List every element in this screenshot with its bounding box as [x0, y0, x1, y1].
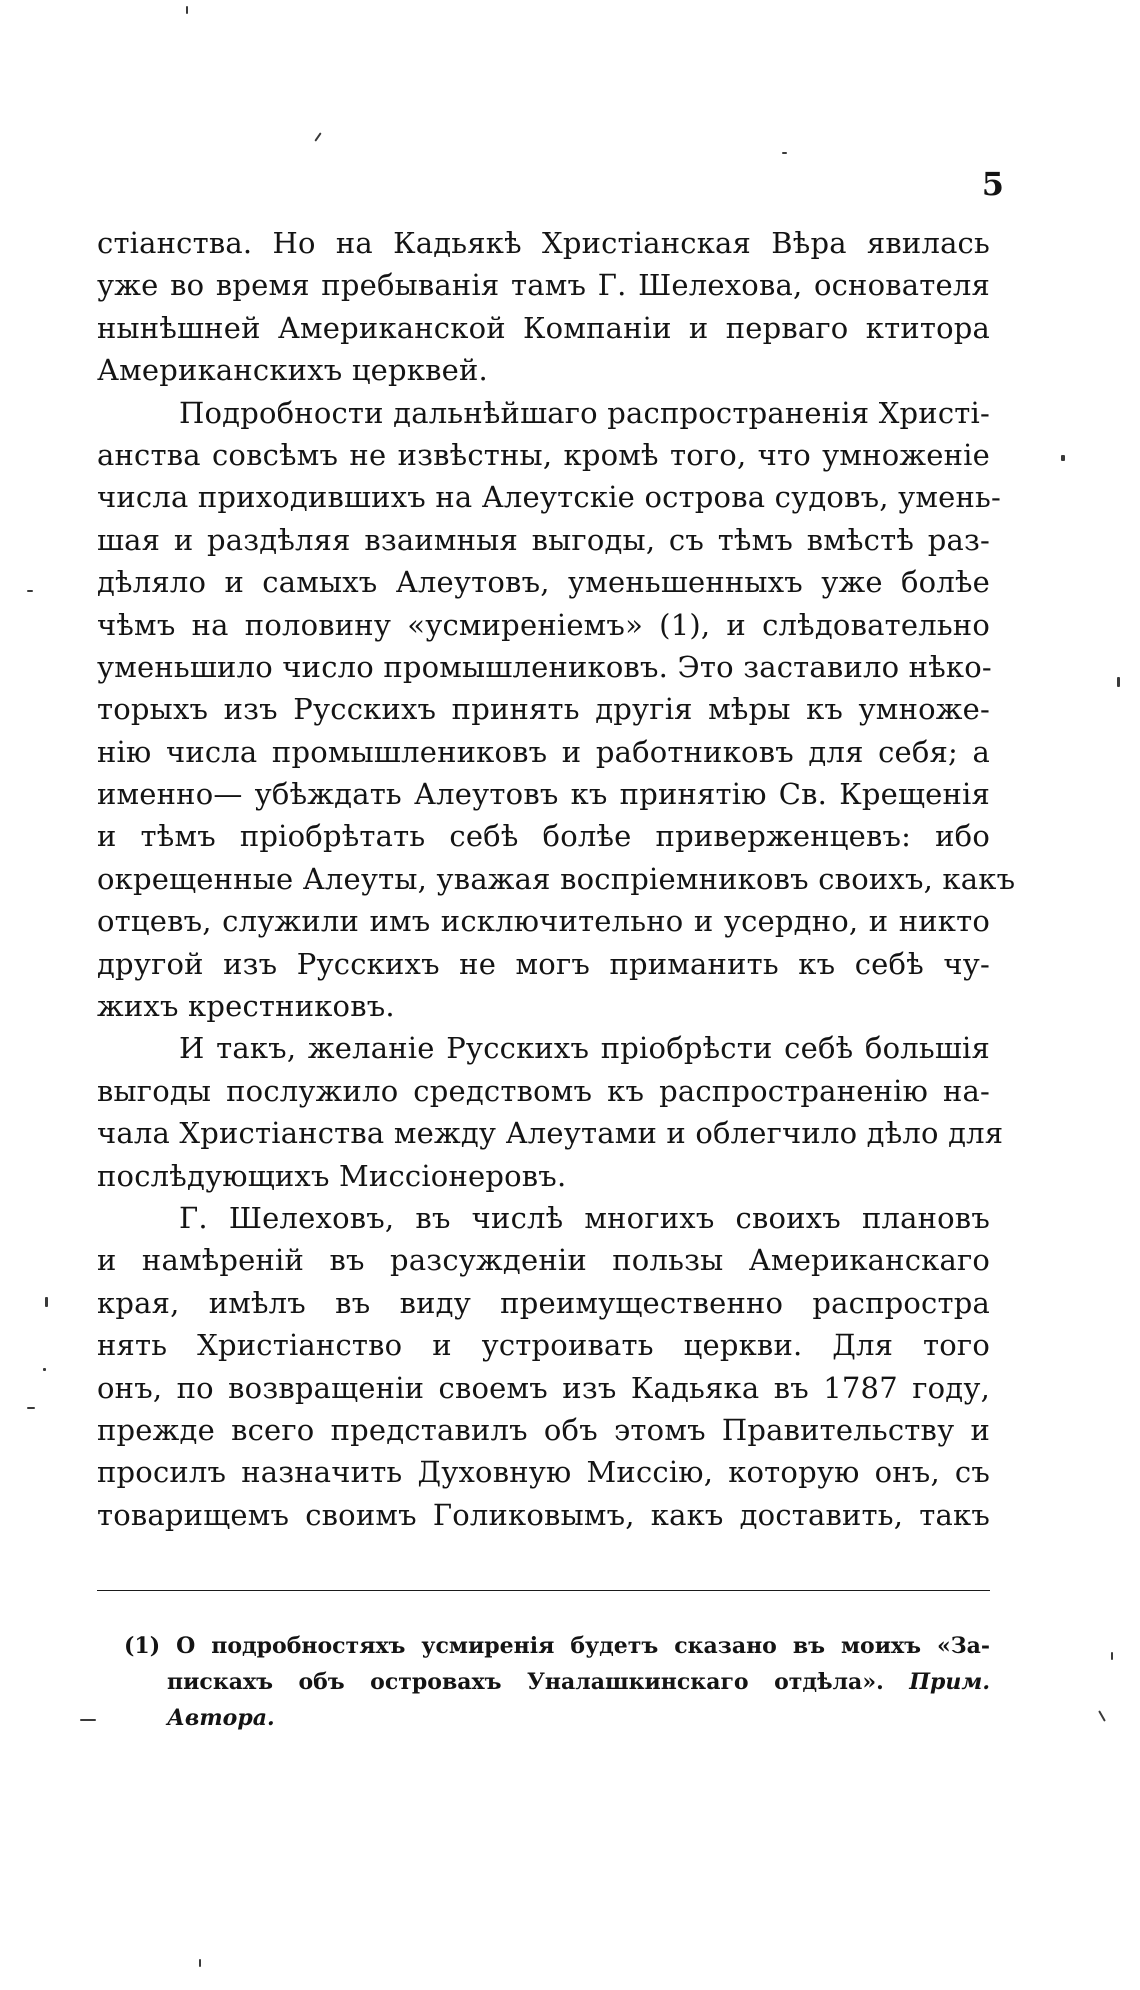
text-line: торыхъ изъ Русскихъ принять другія мѣры къ умноже-	[97, 692, 990, 727]
footnote-text: пискахъ объ островахъ Уналашкинскаго отдѣла».	[167, 1669, 884, 1695]
text-line: и тѣмъ пріобрѣтать себѣ болѣе приверженцевъ: ибо	[97, 819, 990, 854]
text-line: нять Христіанство и устроивать церкви. Для того	[97, 1328, 990, 1363]
text-line: чала Христіанства между Алеутами и облегчило дѣло для	[97, 1116, 1004, 1151]
scan-speck	[1061, 455, 1065, 461]
text-line: И такъ, желаніе Русскихъ пріобрѣсти себѣ большія	[179, 1031, 990, 1066]
text-line: выгоды послужило средствомъ къ распространенію на-	[97, 1073, 990, 1108]
text-line: другой изъ Русскихъ не могъ приманить къ себѣ чу-	[97, 946, 990, 981]
scan-speck	[27, 1407, 35, 1409]
scan-speck	[1098, 1710, 1106, 1721]
scan-speck	[782, 152, 787, 154]
text-line: окрещенные Алеуты, уважая воспріемниковъ своихъ, какъ	[97, 861, 1016, 896]
text-line: онъ, по возвращеніи своемъ изъ Кадьяка въ 1787 году,	[97, 1370, 990, 1405]
footnote-separator	[97, 1590, 990, 1591]
scan-speck	[43, 1368, 46, 1371]
footnote-author: Автора.	[167, 1705, 275, 1731]
footnote-line	[124, 1664, 990, 1700]
footnote-line: (1) О подробностяхъ усмиренія будетъ сказано въ моихъ «За-	[124, 1633, 990, 1659]
text-line: анства совсѣмъ не извѣстны, кромѣ того, что умноженіе	[97, 437, 990, 472]
text-line: товарищемъ своимъ Голиковымъ, какъ доставить, такъ	[97, 1497, 990, 1532]
scan-speck	[1117, 677, 1120, 687]
text-line: нынѣшней Американской Компаніи и перваго ктитора	[97, 310, 990, 345]
text-line: послѣдующихъ Миссіонеровъ.	[97, 1158, 567, 1193]
scan-speck	[80, 1719, 96, 1721]
scan-speck	[45, 1297, 48, 1307]
text-line: шая и раздѣляя взаимныя выгоды, съ тѣмъ вмѣстѣ раз-	[97, 522, 990, 557]
text-line: края, имѣлъ въ виду преимущественно распростра	[97, 1285, 990, 1320]
scan-speck	[186, 6, 188, 14]
text-line: и намѣреній въ разсужденіи пользы Американскаго	[97, 1243, 990, 1278]
body-text	[97, 222, 1016, 1536]
text-line: нію числа промышлениковъ и работниковъ для себя; а	[97, 734, 990, 769]
text-line: дѣляло и самыхъ Алеутовъ, уменьшенныхъ уже болѣе	[97, 565, 990, 600]
text-line: прежде всего представилъ объ этомъ Правительству и	[97, 1412, 990, 1447]
scan-speck	[27, 590, 33, 592]
text-line: жихъ крестниковъ.	[97, 989, 395, 1024]
text-line: Американскихъ церквей.	[97, 353, 488, 388]
text-line: стіанства. Но на Кадьякѣ Христіанская Вѣра явилась	[97, 226, 990, 260]
page-number: 5	[981, 165, 1004, 203]
text-line: чѣмъ на половину «усмиреніемъ» (1), и слѣдовательно	[97, 607, 990, 642]
footnote-note-label: Прим.	[909, 1669, 990, 1695]
text-line: отцевъ, служили имъ исключительно и усердно, и никто	[97, 904, 990, 939]
scan-speck	[1111, 1652, 1113, 1660]
text-line: именно— убѣждать Алеутовъ къ принятію Св. Крещенія	[97, 777, 990, 812]
text-line: уменьшило число промышлениковъ. Это заставило нѣко-	[97, 649, 992, 684]
text-line: просилъ назначить Духовную Миссію, которую онъ, съ	[97, 1455, 990, 1490]
scan-speck	[199, 1959, 201, 1967]
text-line: уже во время пребыванія тамъ Г. Шелехова, основателя	[97, 268, 990, 303]
text-line: числа приходившихъ на Алеутскіе острова судовъ, умень-	[97, 480, 1001, 515]
text-line: Подробности дальнѣйшаго распространенія Христі-	[179, 395, 990, 430]
footnote	[124, 1628, 990, 1736]
text-line: Г. Шелеховъ, въ числѣ многихъ своихъ плановъ	[179, 1200, 990, 1235]
scan-speck	[314, 132, 321, 141]
